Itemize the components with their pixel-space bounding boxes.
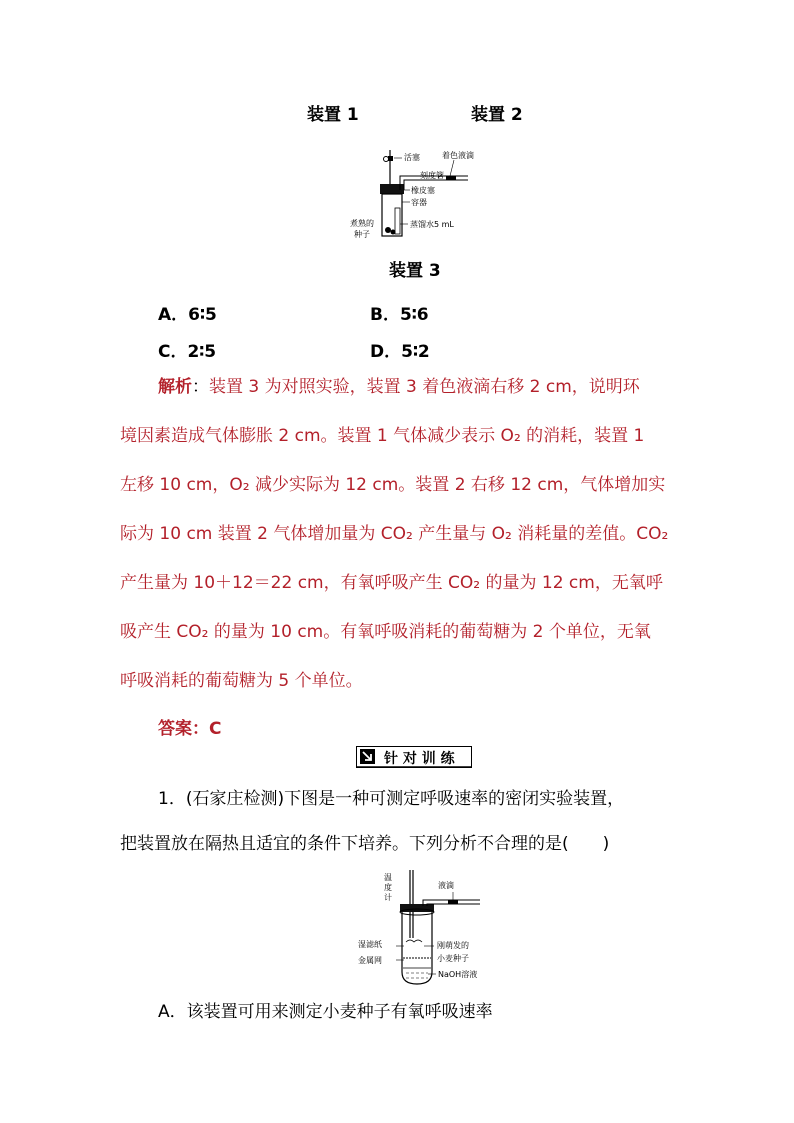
analysis-line-3: 左移 10 cm，O₂ 减少实际为 12 cm。装置 2 右移 12 cm，气体增加实 <box>120 475 666 495</box>
analysis-line-2: 境因素造成气体膨胀 2 cm。装置 1 气体减少表示 O₂ 的消耗，装置 1 <box>120 426 645 446</box>
section-badge-text: 针 对 训 练 <box>384 751 455 767</box>
answer <box>158 714 221 739</box>
question-1-line-2: 把装置放在隔热且适宜的条件下培养。下列分析不合理的是( ) <box>120 834 610 854</box>
label-seeds-line1: 煮熟的 <box>350 219 374 228</box>
analysis-label: 解析 <box>158 377 192 397</box>
caption-device-2: 装置 2 <box>471 105 523 125</box>
label-container: 容器 <box>411 198 427 207</box>
analysis-line-5: 产生量为 10＋12＝22 cm，有氧呼吸产生 CO₂ 的量为 12 cm，无氧呼 <box>120 573 663 593</box>
label-thermometer-3: 计 <box>384 893 392 902</box>
label-seeds-2-line2: 小麦种子 <box>437 954 469 963</box>
label-thermometer-1: 温 <box>384 873 392 882</box>
question-1-option-a: A．该装置可用来测定小麦种子有氧呼吸速率 <box>158 1002 493 1022</box>
caption-device-3: 装置 3 <box>389 261 441 281</box>
label-thermometer-2: 度 <box>384 883 392 892</box>
answer-label: 答案： <box>158 719 209 739</box>
analysis-line-4: 际为 10 cm 装置 2 气体增加量为 CO₂ 产生量与 O₂ 消耗量的差值。CO₂ <box>120 524 669 544</box>
analysis-line-7: 呼吸消耗的葡萄糖为 5 个单位。 <box>120 671 363 691</box>
apparatus-figure-1 <box>350 146 490 242</box>
caption-device-1: 装置 1 <box>307 105 359 125</box>
label-seeds-2-line1: 刚萌发的 <box>437 941 469 950</box>
label-wet-paper: 湿滤纸 <box>358 940 382 949</box>
section-badge <box>356 746 472 768</box>
label-rubber-stopper: 橡皮塞 <box>411 186 435 195</box>
label-seeds-line2: 种子 <box>354 230 370 239</box>
analysis-line-6: 吸产生 CO₂ 的量为 10 cm。有氧呼吸消耗的葡萄糖为 2 个单位，无氧 <box>120 622 651 642</box>
option-c: C．2∶5 <box>158 342 217 362</box>
apparatus-figure-2 <box>340 868 490 990</box>
question-1-line-1: 1．(石家庄检测)下图是一种可测定呼吸速率的密闭实验装置， <box>158 789 625 809</box>
label-piston: 活塞 <box>404 153 420 162</box>
analysis-colon: ： <box>192 377 209 397</box>
label-dye-drop: 着色液滴 <box>442 151 474 160</box>
label-metal-net: 金属网 <box>358 956 382 965</box>
label-water: 蒸馏水5 mL <box>410 220 454 229</box>
label-drop: 液滴 <box>438 881 454 890</box>
option-b: B．5∶6 <box>370 305 429 325</box>
arrow-icon <box>360 749 375 764</box>
analysis-paragraph <box>120 363 680 706</box>
option-a: A．6∶5 <box>158 305 217 325</box>
label-scale-tube: 刻度管 <box>420 171 444 180</box>
analysis-text-1: 装置 3 为对照实验，装置 3 着色液滴右移 2 cm，说明环 <box>209 377 640 397</box>
option-d: D．5∶2 <box>370 342 430 362</box>
label-naoh: NaOH溶液 <box>438 970 478 979</box>
answer-value: C <box>209 719 222 739</box>
analysis-line-1 <box>120 363 680 412</box>
